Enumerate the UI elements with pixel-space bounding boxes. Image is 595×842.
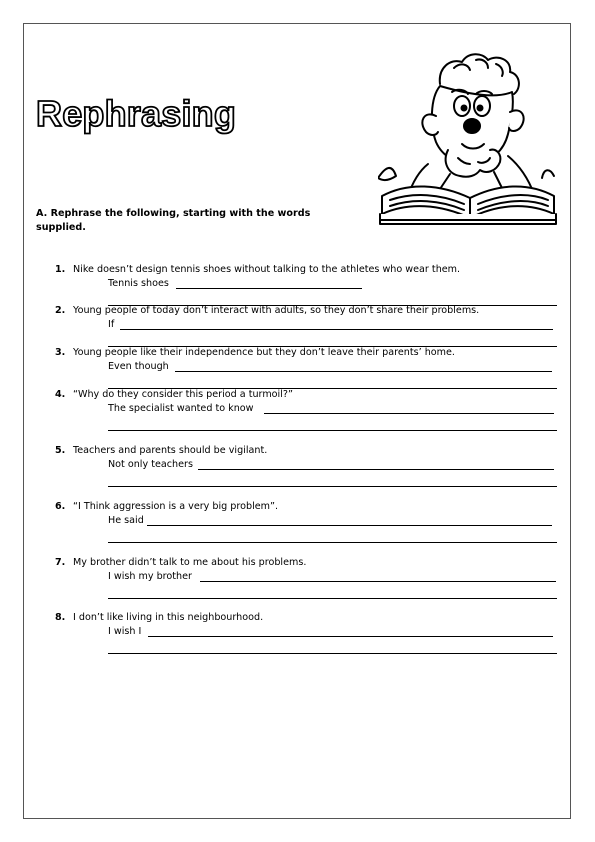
- item-starter: Tennis shoes: [108, 278, 169, 289]
- item-prompt: Young people of today don’t interact with adults, so they don’t share their problems.: [73, 305, 480, 316]
- item-prompt: “I Think aggression is a very big problem”.: [73, 501, 279, 512]
- answer-line[interactable]: [147, 525, 552, 526]
- item-starter: Not only teachers: [108, 459, 193, 470]
- item-number: 4.: [55, 389, 66, 400]
- instruction-text: A. Rephrase the following, starting with the words supplied.: [36, 208, 311, 233]
- exercise-item-8: [0, 612, 595, 672]
- item-prompt: “Why do they consider this period a turmoil?”: [73, 389, 293, 400]
- answer-line[interactable]: [148, 636, 553, 637]
- item-starter: I wish I: [108, 626, 142, 637]
- answer-line[interactable]: [108, 653, 557, 654]
- answer-line[interactable]: [108, 486, 557, 487]
- answer-line[interactable]: [200, 581, 556, 582]
- answer-line[interactable]: [120, 329, 553, 330]
- item-number: 8.: [55, 612, 66, 623]
- exercise-item-5: [0, 445, 595, 505]
- answer-line[interactable]: [108, 598, 557, 599]
- item-prompt: My brother didn’t talk to me about his problems.: [73, 557, 307, 568]
- item-starter: He said: [108, 515, 144, 526]
- item-number: 1.: [55, 264, 66, 275]
- answer-line[interactable]: [108, 542, 557, 543]
- answer-line[interactable]: [198, 469, 554, 470]
- item-starter: If: [108, 319, 115, 330]
- exercise-item-7: [0, 557, 595, 617]
- item-starter: I wish my brother: [108, 571, 192, 582]
- item-number: 6.: [55, 501, 66, 512]
- exercise-item-4: [0, 389, 595, 449]
- answer-line[interactable]: [175, 371, 552, 372]
- item-number: 2.: [55, 305, 66, 316]
- answer-line[interactable]: [108, 430, 557, 431]
- item-prompt: Young people like their independence but they don’t leave their parents’ home.: [73, 347, 455, 358]
- item-prompt: Nike doesn’t design tennis shoes without talking to the athletes who wear them.: [73, 264, 461, 275]
- page-title: Rephrasing: [36, 93, 237, 134]
- item-starter: The specialist wanted to know: [108, 403, 254, 414]
- item-prompt: I don’t like living in this neighbourhood.: [73, 612, 264, 623]
- answer-line[interactable]: [176, 288, 362, 289]
- item-starter: Even though: [108, 361, 169, 372]
- item-number: 7.: [55, 557, 66, 568]
- answer-line[interactable]: [264, 413, 554, 414]
- item-number: 3.: [55, 347, 66, 358]
- item-prompt: Teachers and parents should be vigilant.: [73, 445, 268, 456]
- item-number: 5.: [55, 445, 66, 456]
- exercise-item-6: [0, 501, 595, 561]
